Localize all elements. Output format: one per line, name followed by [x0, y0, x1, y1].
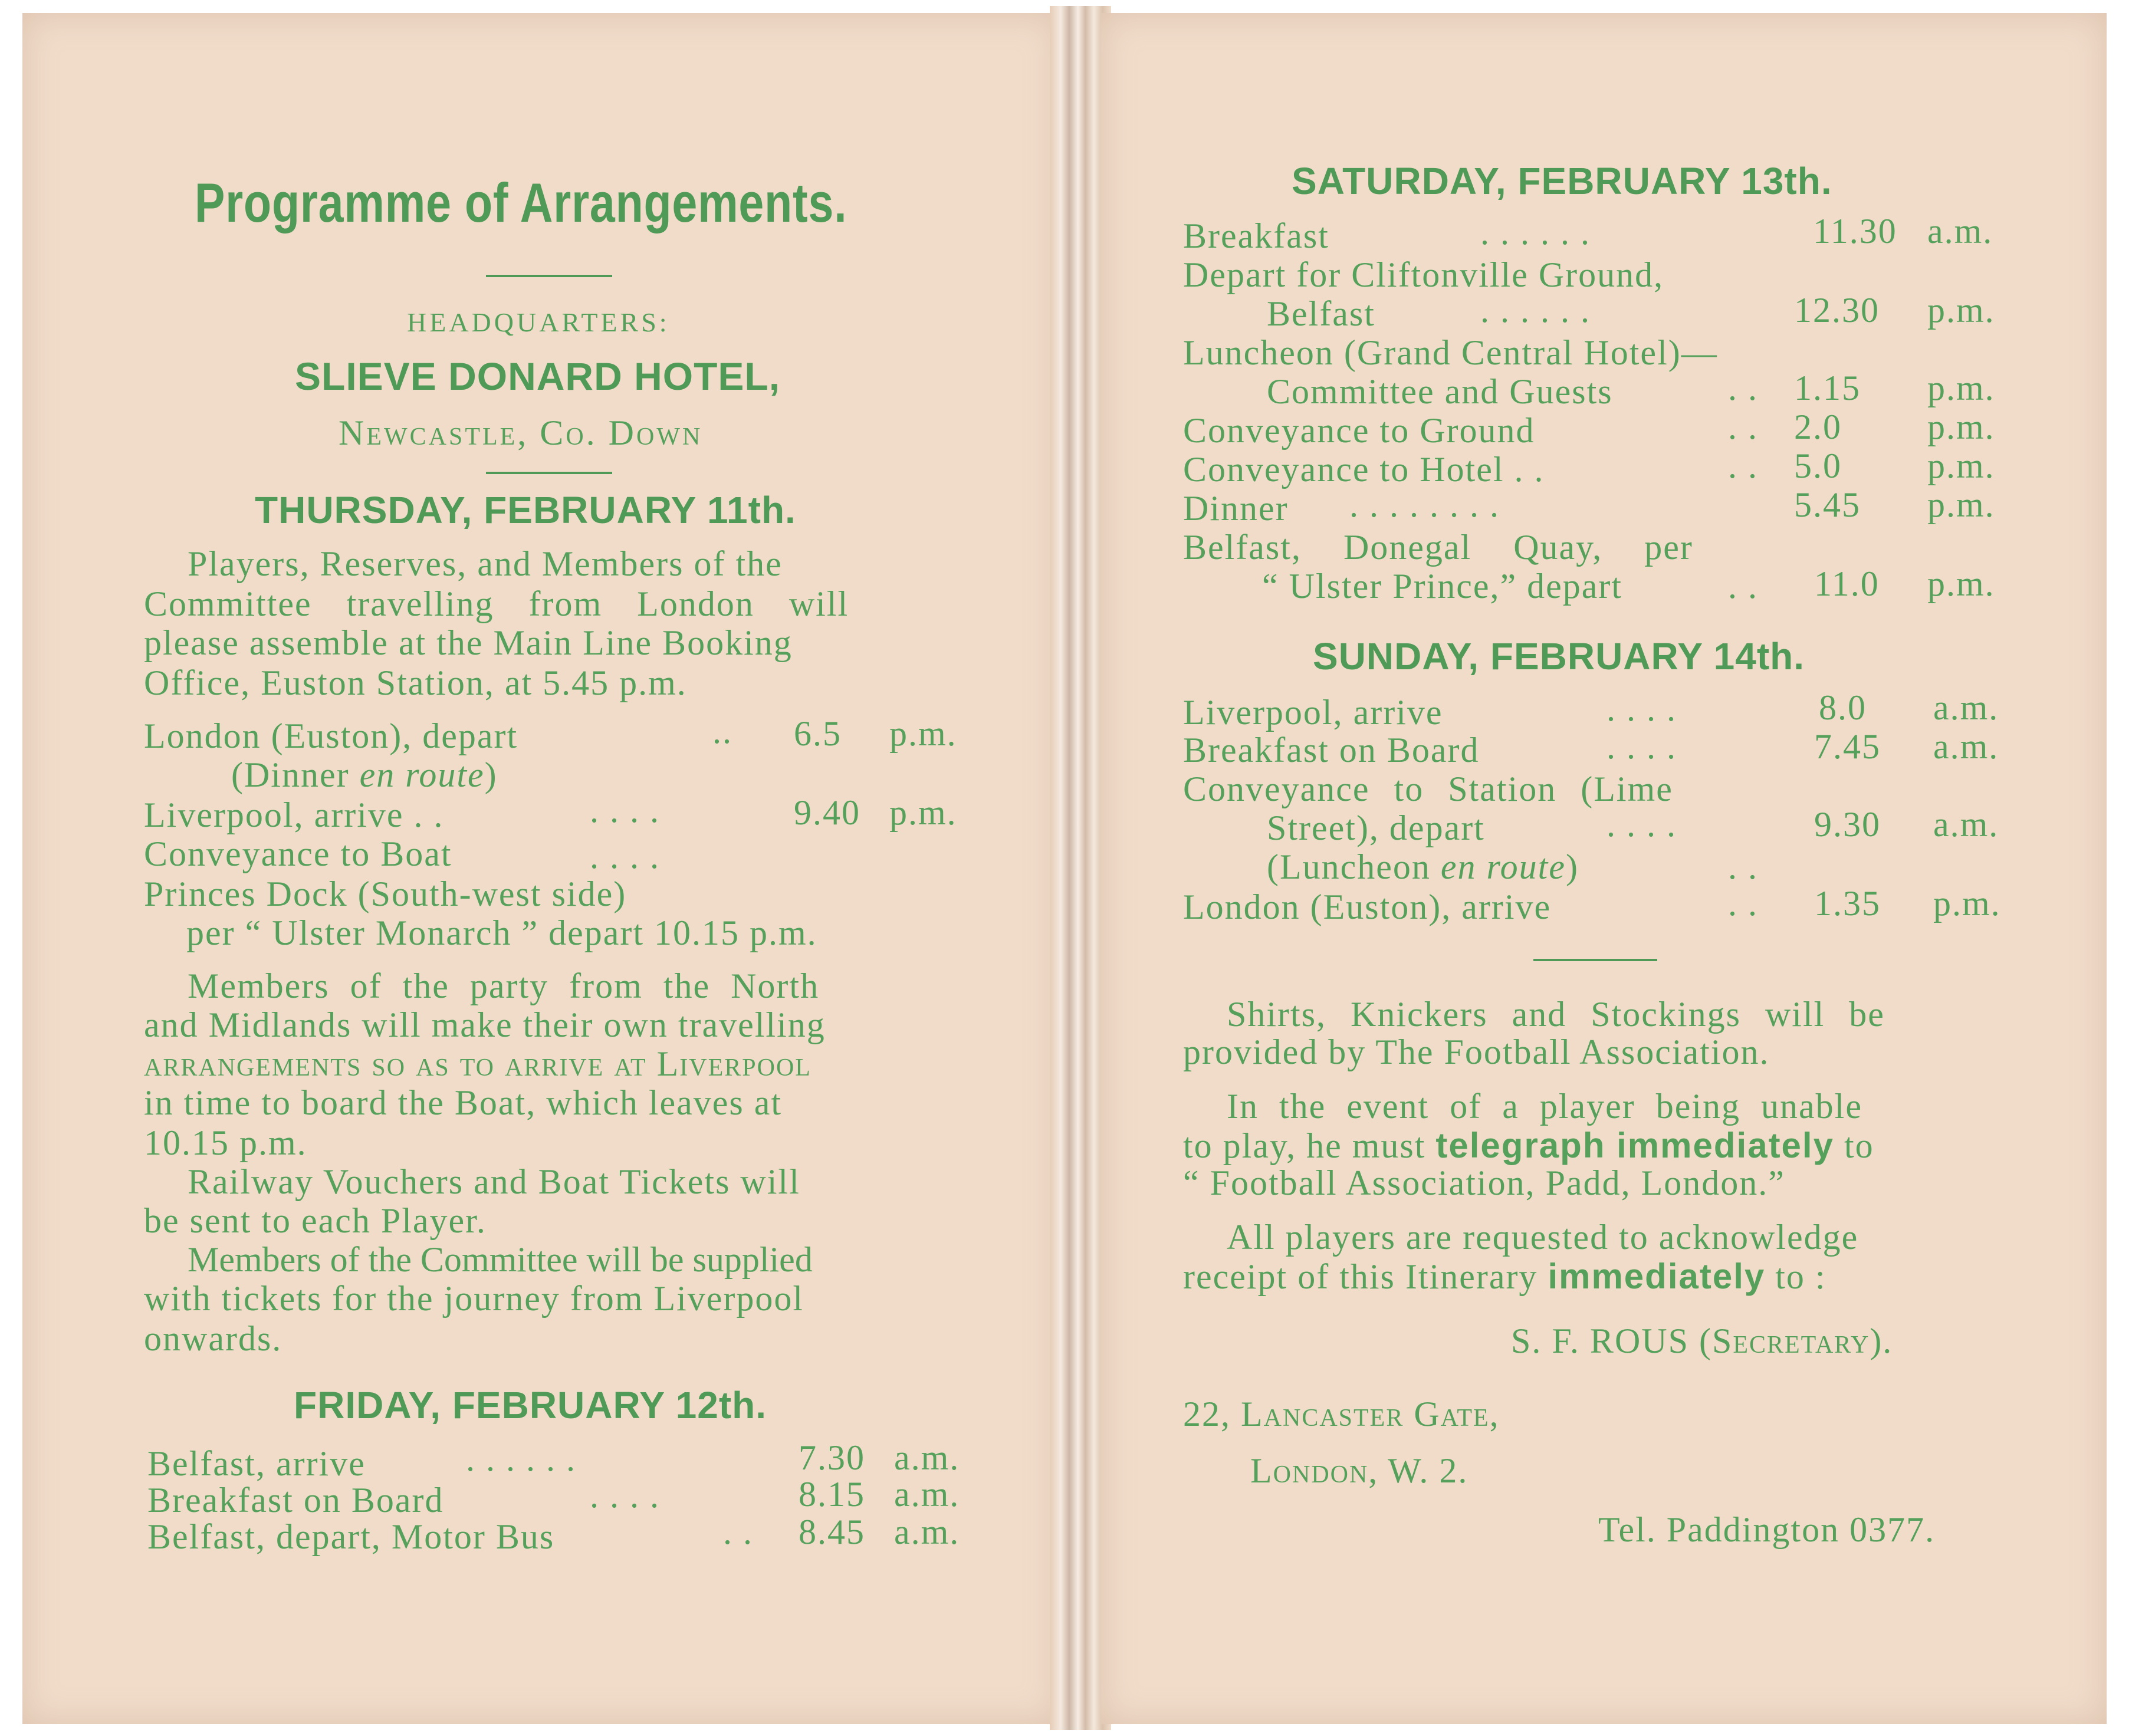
timetable-time: 9.40: [794, 793, 860, 832]
signature: S. F. ROUS (Secretary).: [1511, 1321, 1893, 1360]
timetable-dots: . . . .: [590, 837, 660, 876]
timetable-dots: . . . . . .: [1480, 213, 1591, 252]
timetable-time: 8.0: [1819, 688, 1867, 727]
timetable-ampm: a.m.: [894, 1438, 960, 1477]
timetable-label: Conveyance to Hotel . .: [1183, 450, 1545, 489]
timetable-dots: . . . . . .: [466, 1439, 576, 1478]
timetable-dots: . . . . . .: [1480, 291, 1591, 330]
note-line: Shirts, Knickers and Stockings will be: [1227, 995, 1885, 1034]
sunday-heading: SUNDAY, FEBRUARY 14th.: [1313, 635, 1805, 678]
timetable-time: 11.30: [1813, 212, 1897, 251]
timetable-label: Breakfast on Board: [147, 1481, 444, 1520]
timetable-time: 1.35: [1814, 884, 1881, 923]
timetable-dots: ..: [712, 712, 732, 751]
page-title: Programme of Arrangements.: [195, 172, 847, 234]
timetable-dots: . .: [1728, 407, 1758, 446]
thursday-para3-line: be sent to each Player.: [144, 1201, 487, 1240]
timetable-label: Breakfast: [1183, 216, 1329, 255]
timetable-ampm: a.m.: [1933, 688, 1999, 727]
note-line: “ Football Association, Padd, London.”: [1183, 1163, 1785, 1202]
note-line: In the event of a player being unable: [1227, 1087, 1862, 1126]
thursday-heading: THURSDAY, FEBRUARY 11th.: [255, 489, 796, 531]
timetable-label: Belfast, arrive: [147, 1444, 366, 1483]
timetable-dots: . .: [1728, 446, 1758, 485]
friday-heading: FRIDAY, FEBRUARY 12th.: [294, 1384, 767, 1426]
timetable-ampm: p.m.: [1927, 564, 1995, 603]
timetable-time: 9.30: [1814, 805, 1881, 844]
note-line: to play, he must telegraph immediately to: [1183, 1126, 1874, 1165]
thursday-para2-line: 10.15 p.m.: [144, 1123, 307, 1162]
timetable-label: Belfast: [1267, 294, 1375, 333]
timetable-label: London (Euston), depart: [144, 716, 518, 755]
address-line: 22, Lancaster Gate,: [1183, 1395, 1500, 1433]
timetable-label: Conveyance to Ground: [1183, 411, 1535, 450]
timetable-ampm: p.m.: [1927, 446, 1995, 485]
timetable-label: Belfast, depart, Motor Bus: [147, 1517, 555, 1556]
timetable-dots: . .: [1728, 567, 1758, 606]
timetable-time: 5.45: [1794, 485, 1861, 524]
timetable-label: Street), depart: [1267, 808, 1485, 847]
hotel-name: SLIEVE DONARD HOTEL,: [295, 354, 781, 398]
timetable-time: 7.30: [799, 1438, 865, 1477]
timetable-time: 6.5: [794, 714, 842, 753]
thursday-para4-line: Members of the Committee will be supplied: [188, 1240, 813, 1279]
timetable-note: (Dinner en route): [231, 755, 498, 794]
thursday-para-line: Players, Reserves, and Members of the: [188, 544, 783, 583]
timetable-dots: . .: [1728, 884, 1758, 923]
thursday-para2-line: in time to board the Boat, which leaves at: [144, 1083, 783, 1122]
timetable-dots: . . . .: [1606, 727, 1677, 766]
timetable-time: 8.15: [799, 1475, 865, 1514]
timetable-dots: . .: [723, 1513, 753, 1551]
timetable-note: (Luncheon en route): [1267, 847, 1579, 886]
note-line: provided by The Football Association.: [1183, 1033, 1770, 1071]
timetable-label: Committee and Guests: [1267, 372, 1613, 411]
thursday-para2-line: arrangements so as to arrive at Liverpool: [144, 1044, 812, 1083]
timetable-label: Breakfast on Board: [1183, 731, 1480, 770]
note-line: All players are requested to acknowledge: [1227, 1218, 1859, 1257]
timetable-label: “ Ulster Prince,” depart: [1262, 567, 1623, 606]
timetable-label: Liverpool, arrive . .: [144, 795, 444, 834]
timetable-ampm: p.m.: [1927, 407, 1995, 446]
timetable-label: London (Euston), arrive: [1183, 887, 1552, 926]
timetable-ampm: p.m.: [1933, 884, 2001, 923]
timetable-ampm: a.m.: [1927, 212, 1993, 251]
timetable-ampm: a.m.: [1933, 727, 1999, 766]
timetable-label: Conveyance to Boat: [144, 834, 452, 873]
thursday-para3-line: Railway Vouchers and Boat Tickets will: [188, 1162, 800, 1201]
timetable-ampm: p.m.: [1927, 485, 1995, 524]
telephone: Tel. Paddington 0377.: [1598, 1510, 1936, 1549]
timetable-ampm: a.m.: [1933, 805, 1999, 844]
timetable-time: 7.45: [1814, 727, 1881, 766]
timetable-dots: . . . .: [590, 791, 660, 830]
note-line: receipt of this Itinerary immediately to :: [1183, 1257, 1826, 1296]
thursday-para4-line: onwards.: [144, 1319, 282, 1358]
thursday-para2-line: and Midlands will make their own travelling: [144, 1005, 826, 1044]
timetable-ampm: a.m.: [894, 1475, 960, 1514]
thursday-para-line: Committee travelling from London will: [144, 584, 849, 623]
hotel-town: Newcastle, Co. Down: [339, 413, 703, 452]
timetable-label: Depart for Cliftonville Ground,: [1183, 255, 1664, 294]
timetable-ampm: p.m.: [1927, 369, 1995, 407]
timetable-dots: . . . . . . . .: [1349, 485, 1500, 524]
timetable-label: Princes Dock (South-west side): [144, 874, 627, 913]
timetable-ampm: p.m.: [1927, 291, 1995, 330]
timetable-time: 8.45: [799, 1513, 865, 1551]
timetable-time: 1.15: [1794, 369, 1861, 407]
timetable-time: 2.0: [1794, 407, 1842, 446]
timetable-dots: . . . .: [1606, 805, 1677, 844]
timetable-ampm: p.m.: [889, 793, 957, 832]
thursday-para-line: Office, Euston Station, at 5.45 p.m.: [144, 663, 687, 702]
timetable-label: Belfast, Donegal Quay, per: [1183, 528, 1693, 567]
timetable-time: 11.0: [1814, 564, 1880, 603]
timetable-label: Conveyance to Station (Lime: [1183, 770, 1673, 808]
saturday-heading: SATURDAY, FEBRUARY 13th.: [1292, 160, 1832, 202]
thursday-para-line: please assemble at the Main Line Booking: [144, 623, 793, 662]
timetable-dots: . .: [1728, 847, 1758, 886]
timetable-dots: . .: [1728, 369, 1758, 407]
timetable-label: Liverpool, arrive: [1183, 693, 1443, 732]
timetable-dots: . . . .: [590, 1476, 660, 1515]
timetable-ampm: p.m.: [889, 714, 957, 753]
address-line: London, W. 2.: [1250, 1451, 1468, 1490]
emphasis-text: telegraph immediately: [1435, 1126, 1834, 1165]
timetable-label: Dinner: [1183, 489, 1289, 528]
timetable-dots: . . . .: [1606, 689, 1677, 728]
divider: [486, 472, 612, 474]
timetable-label: Luncheon (Grand Central Hotel)—: [1183, 333, 1718, 372]
emphasis-text: immediately: [1548, 1257, 1766, 1296]
timetable-label: per “ Ulster Monarch ” depart 10.15 p.m.: [186, 913, 817, 952]
thursday-para4-line: with tickets for the journey from Liverpool: [144, 1279, 804, 1318]
timetable-time: 5.0: [1794, 446, 1842, 485]
timetable-time: 12.30: [1794, 291, 1880, 330]
divider: [486, 275, 612, 277]
divider: [1533, 959, 1657, 961]
timetable-ampm: a.m.: [894, 1513, 960, 1551]
thursday-para2-line: Members of the party from the North: [188, 966, 820, 1005]
hq-label: HEADQUARTERS:: [407, 307, 670, 337]
